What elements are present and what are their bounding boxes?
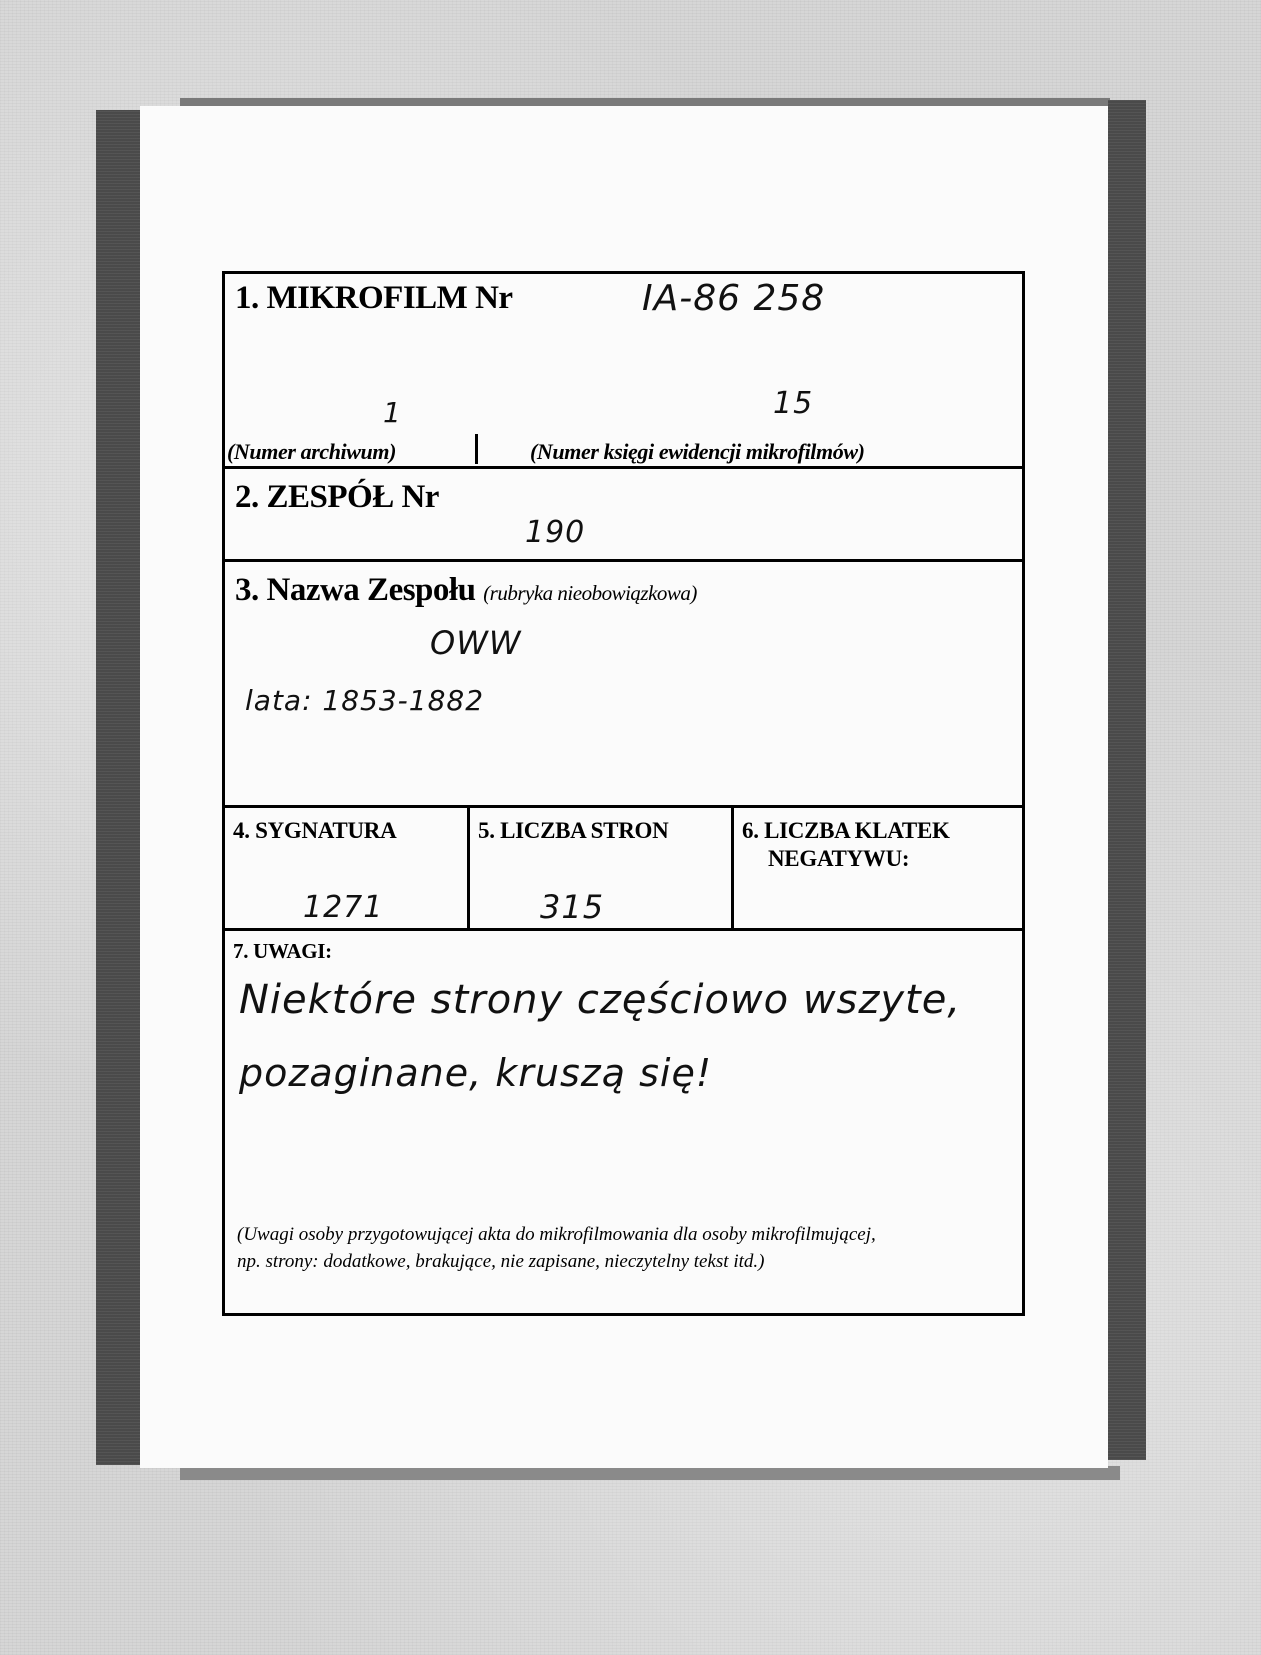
fonds-number-label: 2. ZESPÓŁ Nr bbox=[235, 479, 439, 515]
remarks-note-line2: pozaginane, kruszą się! bbox=[239, 1051, 713, 1095]
section-microfilm-number bbox=[225, 274, 1022, 469]
negative-frames-label-line2: NEGATYWU: bbox=[768, 846, 910, 871]
microfilm-number-value: IA-86 258 bbox=[642, 278, 826, 319]
negative-frames-cell bbox=[734, 808, 1022, 928]
fonds-name-label: 3. Nazwa Zespołu bbox=[235, 572, 476, 608]
remarks-label: 7. UWAGI: bbox=[233, 939, 332, 963]
remarks-instructions bbox=[237, 1221, 1017, 1275]
negative-frames-label-line1: 6. LICZBA KLATEK bbox=[742, 818, 950, 843]
signature-cell bbox=[225, 808, 470, 928]
fonds-date-range: lata: 1853-1882 bbox=[245, 684, 485, 717]
register-number-value: 15 bbox=[773, 386, 814, 421]
section-fonds-number bbox=[225, 469, 1022, 562]
register-number-label: (Numer księgi ewidencji mikrofilmów) bbox=[530, 439, 865, 464]
fonds-name-optional-note: (rubryka nieobowiązkowa) bbox=[483, 581, 697, 605]
section-counts bbox=[225, 808, 1022, 931]
archive-number-label: (Numer archiwum) bbox=[227, 439, 397, 464]
microfilm-number-label: 1. MIKROFILM Nr bbox=[235, 280, 513, 316]
microfilm-form bbox=[222, 271, 1025, 1316]
signature-label: 4. SYGNATURA bbox=[233, 818, 397, 843]
section-fonds-name bbox=[225, 562, 1022, 808]
fonds-name-value: OWW bbox=[430, 624, 522, 662]
remarks-note-line1: Niektóre strony częściowo wszyte, bbox=[239, 977, 962, 1023]
field-separator bbox=[475, 434, 478, 464]
fonds-number-value: 190 bbox=[525, 515, 586, 550]
film-frame-right-strip bbox=[1108, 100, 1146, 1460]
page-count-label: 5. LICZBA STRON bbox=[478, 818, 669, 843]
remarks-instructions-line2: np. strony: dodatkowe, brakujące, nie zapisane, nieczytelny tekst itd.) bbox=[237, 1251, 765, 1272]
film-frame-bottom-edge bbox=[180, 1466, 1120, 1480]
film-frame-left-strip bbox=[96, 110, 140, 1465]
signature-value: 1271 bbox=[303, 890, 384, 925]
page-count-value: 315 bbox=[540, 888, 605, 926]
page-count-cell bbox=[470, 808, 734, 928]
section-remarks bbox=[225, 931, 1022, 1313]
archive-number-value: 1 bbox=[383, 396, 402, 429]
remarks-instructions-line1: (Uwagi osoby przygotowującej akta do mikrofilmowania dla osoby mikrofilmującej, bbox=[237, 1224, 876, 1245]
